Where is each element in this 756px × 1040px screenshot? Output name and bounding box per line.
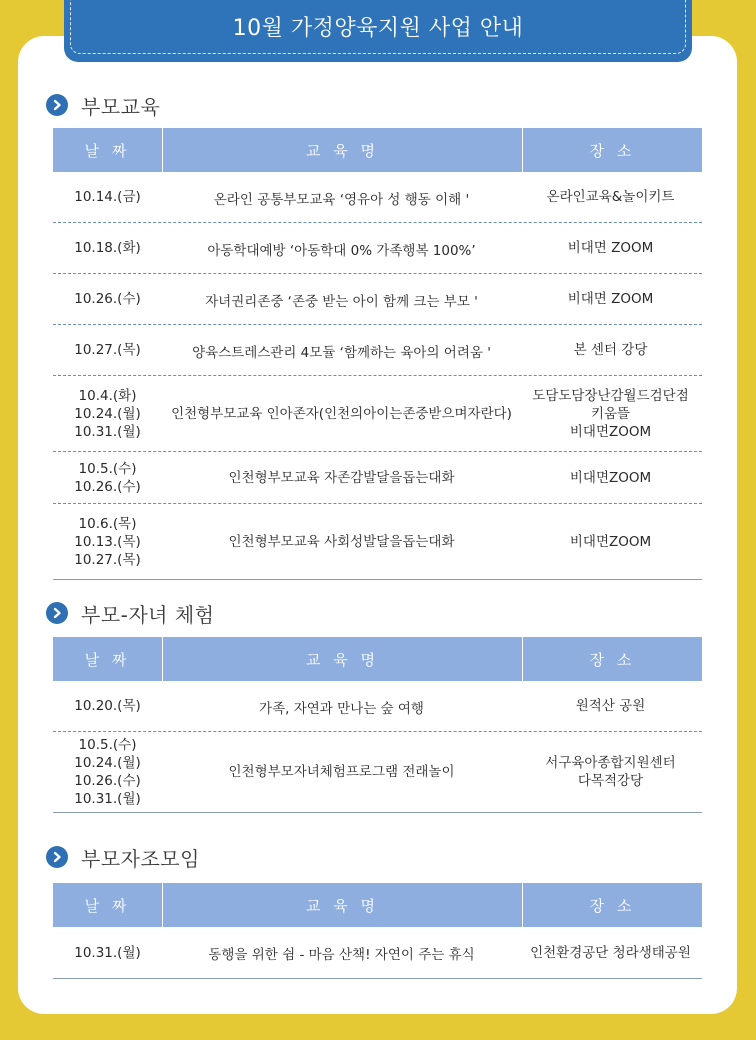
place-text: 비대면 ZOOM [567, 240, 654, 256]
section-title: 부모-자녀 체험 [81, 602, 215, 627]
table-row [53, 927, 702, 979]
place-text: 인천환경공단 청라생태공원 [530, 944, 691, 961]
column-header-program: 교 육 명 [162, 637, 523, 681]
program-name: 동행을 위한 쉼 - 마음 산책! 자연이 주는 휴식 [208, 947, 475, 963]
program-name: 자녀권리존중 ‘존중 받는 아이 함께 크는 부모 ' [205, 293, 478, 310]
column-header-place: 장 소 [589, 896, 636, 915]
place-text: 다목적강당 [577, 773, 644, 789]
program-name: 양육스트레스관리 4모듈 ‘함께하는 육아의 어려움 ' [192, 344, 491, 361]
date-text: 10.20.(목) [74, 698, 141, 714]
date-text: 10.31.(월) [74, 791, 141, 807]
table-row [53, 452, 702, 504]
date-text: 10.26.(수) [74, 773, 141, 789]
date-text: 10.18.(화) [74, 240, 141, 256]
date-text: 10.6.(목) [78, 515, 137, 532]
program-name-cell [162, 732, 521, 812]
date-cell [53, 681, 162, 731]
program-name: 인천형부모자녀체험프로그램 전래놀이 [228, 764, 455, 780]
place-cell [521, 927, 700, 978]
date-text: 10.27.(목) [74, 551, 141, 568]
date-text: 10.4.(화) [78, 387, 137, 404]
date-text: 10.31.(월) [74, 423, 141, 440]
date-text: 10.26.(수) [74, 478, 141, 495]
program-name-cell [162, 274, 521, 324]
place-text: 본 센터 강당 [573, 342, 648, 358]
date-text: 10.5.(수) [78, 460, 137, 477]
date-text: 10.5.(수) [78, 737, 137, 753]
schedule-table [53, 637, 702, 813]
program-name-cell [162, 172, 521, 222]
column-header-date: 날 짜 [84, 650, 131, 669]
table-row [53, 274, 702, 325]
date-text: 10.14.(금) [74, 189, 141, 205]
schedule-table [53, 883, 702, 979]
section-heading [46, 598, 215, 628]
table-row [53, 376, 702, 452]
place-text: 키움뜰 [590, 405, 631, 422]
date-text: 10.31.(월) [74, 944, 141, 961]
section-heading [46, 90, 160, 120]
place-text: 비대면ZOOM [569, 469, 652, 486]
place-cell [521, 325, 700, 375]
table-header [53, 883, 702, 927]
date-cell [53, 274, 162, 324]
place-cell [521, 376, 700, 451]
schedule-table [53, 128, 702, 580]
chevron-right-icon [46, 94, 68, 116]
column-header-place: 장 소 [589, 141, 636, 160]
place-cell [521, 172, 700, 222]
section-title: 부모교육 [81, 94, 161, 119]
program-name-cell [162, 376, 521, 451]
date-cell [53, 452, 162, 503]
date-text: 10.24.(월) [74, 755, 141, 771]
place-cell [521, 274, 700, 324]
table-row [53, 325, 702, 376]
program-name: 아동학대예방 ‘아동학대 0% 가족행복 100%’ [207, 242, 476, 259]
column-header-place: 장 소 [589, 650, 636, 669]
column-header-date: 날 짜 [84, 141, 131, 160]
program-name-cell [162, 325, 521, 375]
program-name-cell [162, 223, 521, 273]
table-row [53, 504, 702, 580]
title-banner [64, 0, 692, 62]
place-cell [521, 732, 700, 812]
program-name-cell [162, 681, 521, 731]
table-row [53, 681, 702, 732]
chevron-right-icon [46, 846, 68, 868]
date-cell [53, 325, 162, 375]
place-cell [521, 223, 700, 273]
column-header-program: 교 육 명 [162, 883, 523, 927]
program-name: 인천형부모교육 자존감발달을돕는대화 [228, 469, 455, 486]
column-header-program: 교 육 명 [162, 128, 523, 172]
column-header-date: 날 짜 [84, 896, 131, 915]
section-title: 부모자조모임 [81, 846, 200, 871]
program-name-cell [162, 927, 521, 978]
date-cell [53, 732, 162, 812]
program-name: 온라인 공통부모교육 ‘영유아 성 행동 이해 ' [213, 191, 470, 208]
table-header [53, 128, 702, 172]
chevron-right-icon [46, 602, 68, 624]
table-row [53, 172, 702, 223]
program-name: 가족, 자연과 만나는 숲 여행 [259, 700, 424, 717]
date-cell [53, 504, 162, 579]
table-row [53, 732, 702, 813]
date-cell [53, 172, 162, 222]
table-row [53, 223, 702, 274]
date-text: 10.26.(수) [74, 291, 141, 307]
date-text: 10.27.(목) [74, 342, 141, 358]
date-cell [53, 223, 162, 273]
section-heading [46, 842, 200, 872]
program-name: 인천형부모교육 사회성발달을돕는대화 [228, 533, 455, 550]
place-cell [521, 504, 700, 579]
program-name-cell [162, 452, 521, 503]
place-text: 온라인교육&놀이키트 [546, 189, 675, 205]
page-title: 10월 가정양육지원 사업 안내 [232, 16, 524, 41]
date-cell [53, 927, 162, 978]
place-text: 비대면 ZOOM [567, 291, 654, 307]
place-cell [521, 452, 700, 503]
place-cell [521, 681, 700, 731]
program-name-cell [162, 504, 521, 579]
place-text: 비대면ZOOM [569, 533, 652, 550]
program-name: 인천형부모교육 인아존자(인천의아이는존중받으며자란다) [171, 405, 512, 422]
place-text: 비대면ZOOM [569, 423, 652, 440]
table-header [53, 637, 702, 681]
place-text: 도담도담장난감월드검단점 [532, 387, 689, 404]
date-text: 10.24.(월) [74, 405, 141, 422]
date-text: 10.13.(목) [74, 533, 141, 550]
place-text: 원적산 공원 [575, 698, 646, 714]
date-cell [53, 376, 162, 451]
place-text: 서구육아종합지원센터 [545, 755, 676, 771]
